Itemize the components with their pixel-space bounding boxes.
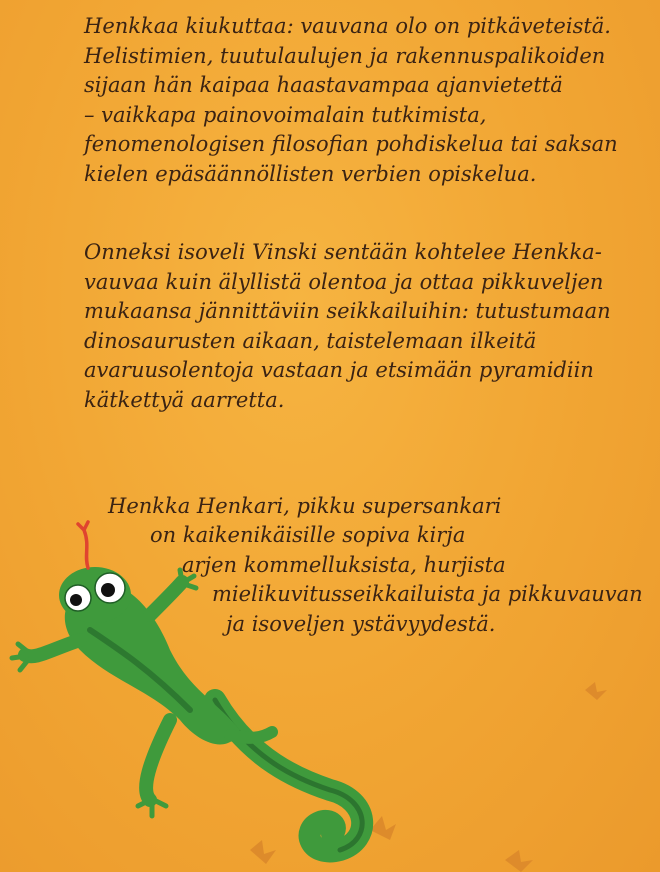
text-line: ja isoveljen ystävyydestä. xyxy=(226,612,496,636)
text-line: Henkkaa kiukuttaa: vauvana olo on pitkäveteistä. xyxy=(84,14,611,38)
text-line: vauvaa kuin älyllistä olentoa ja ottaa pikkuveljen xyxy=(84,269,604,294)
description-paragraph-1 xyxy=(84,12,644,189)
text-line: on kaikenikäisille sopiva kirja xyxy=(150,523,466,547)
text-line: avaruusolentoja vastaan ja etsimään pyramidiin xyxy=(84,358,594,382)
text-line: mielikuvitusseikkailuista ja pikkuvauvan xyxy=(212,582,643,606)
text-line: kätkettyä aarretta. xyxy=(84,387,285,412)
text-line: Henkka Henkari, pikku supersankari xyxy=(108,494,502,518)
text-line: Helistimien, tuutulaulujen ja rakennuspalikoiden xyxy=(84,43,606,68)
text-line: kielen epäsäännöllisten verbien opiskelua. xyxy=(84,161,537,186)
text-line: fenomenologisen filosofian pohdiskelua tai saksan xyxy=(84,132,618,156)
text-line: dinosaurusten aikaan, taistelemaan ilkeitä xyxy=(84,328,537,353)
text-line: arjen kommelluksista, hurjista xyxy=(182,553,506,577)
text-line: – vaikkapa painovoimalain tutkimista, xyxy=(84,102,487,127)
description-paragraph-2 xyxy=(84,238,644,415)
text-line: mukaansa jännittäviin seikkailuihin: tutustumaan xyxy=(84,299,611,323)
text-line: sijaan hän kaipaa haastavampaa ajanvietettä xyxy=(84,73,563,97)
text-line: Onneksi isoveli Vinski sentään kohtelee Henkka- xyxy=(84,240,602,264)
